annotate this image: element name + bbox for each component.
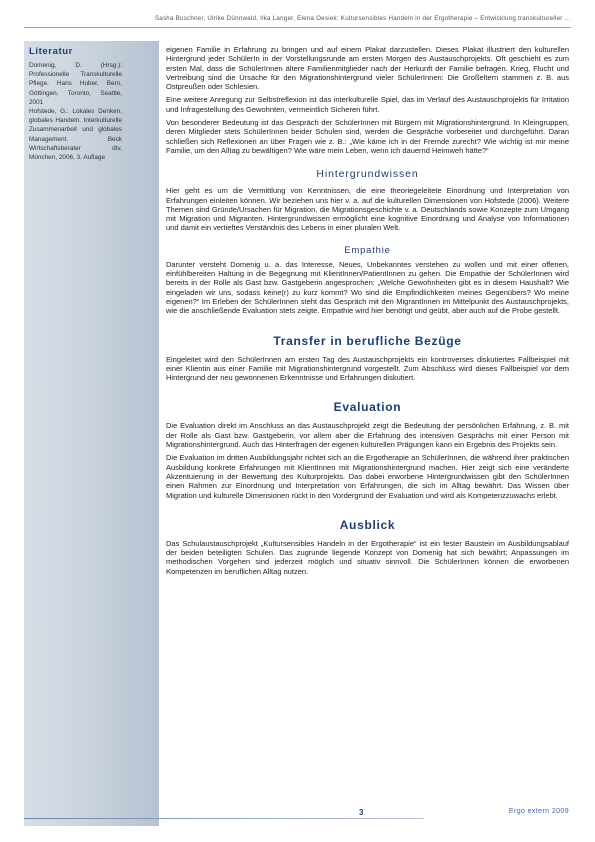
section-heading-ausblick: Ausblick	[339, 517, 396, 532]
body-paragraph: eigenen Familie in Erfahrung zu bringen und auf einem Plakat darzustellen. Dieses Plakat illustriert den kulturellen Hintergrund jeder SchülerIn in der Vorstellungsrunde am ersten Morgen des Austauschprojekts. Oft geschieht es zum ersten Mal, dass die SchülerInnen ältere Familienmitglieder nach der Herkunft der Familie befragen. Krieg, Flucht und Vertreibung sind die Ursache für den Migrationshintergrund vieler SchülerInnen: Die Großeltern stammen z. B. aus Ostpreußen oder Schlesien.	[166, 45, 569, 92]
literature-entry: Hofstede, G.: Lokales Denken, globales Handeln. Interkulturelle Zusammenarbeit und globales Management. Beck Wirtschaftsberater dtv, München, 2006, 3. Auflage	[29, 108, 122, 162]
section-heading-evaluation: Evaluation	[333, 400, 402, 415]
literature-entry: Domenig, D. (Hrsg.): Professionelle Transkulturelle Pflege. Hans Huber, Bern, Göttingen, Toronto, Seattle, 2001	[29, 62, 122, 106]
sidebar	[24, 41, 159, 827]
header-rule	[24, 27, 571, 28]
section-heading-transfer: Transfer in berufliche Bezüge	[273, 333, 462, 348]
running-head: Sasha Buschner, Ulrike Dünnwald, Ilka Langer, Elena Oesiek: Kultursensibles Handeln in der Ergotherapie – Entwicklung transkultureller …	[154, 15, 571, 22]
body-paragraph: Eine weitere Anregung zur Selbstreflexion ist das interkulturelle Spiel, das im Verlauf des Austauschprojekts für Irritation und Infragestellung des Gewohnten, vermeintlich Sicheren führt.	[166, 95, 569, 114]
sidebar-content	[24, 41, 127, 162]
sidebar-bottom-gap	[24, 826, 159, 842]
footer-rule	[24, 818, 424, 819]
body-paragraph: Die Evaluation direkt im Anschluss an das Austauschprojekt zeigt die Bedeutung der persönlichen Erfahrung, z. B. mit der Rolle als Gast bzw. Gastgeberin, vor allem aber die Erfahrung des intensiven Gesprächs mit einer Person mit Migrationshintergrund. Auch das Hinterfragen der eigenen kulturellen Prägungen kann ein Ergebnis des Projekts sein.	[166, 421, 569, 450]
body-paragraph: Das Schulaustauschprojekt „Kultursensibles Handeln in der Ergotherapie“ ist ein fester Baustein im Ausbildungsablauf der beiden beteiligten Schulen. Das zugrunde liegende Konzept von Domenig hat sich bewährt; Anpassungen im methodischen Vorgehen sind jederzeit möglich und situativ sinnvoll. Die SchülerInnen können die erworbenen Kompetenzen im beruflichen Alltag nutzen.	[166, 538, 569, 576]
body-paragraph: Von besonderer Bedeutung ist das Gespräch der SchülerInnen mit Bürgern mit Migrationshintergrund. In Kleingruppen, deren Mitglieder stets SchülerInnen beider Schulen sind, werden die Gespräche vorbereitet und durchgeführt. Daran schließen sich Reflexionen an über Fragen wie z. B.: „Wie käme ich in der Fremde zurecht? Wie wichtig ist mir meine Familie, um den Alltag zu bewältigen? Wie wäre mein Leben, wenn ich dauernd Heimweh hätte?“	[166, 118, 569, 155]
sidebar-heading: Literatur	[29, 46, 73, 57]
section-heading-empathie: Empathie	[344, 244, 391, 256]
body-paragraph: Hier geht es um die Vermittlung von Kenntnissen, die eine theoriegeleitete Einordnung und Interpretation von Erfahrungen einleiten können. Wir beziehen uns hier v. a. auf die kulturellen Dimensionen von Hofstede (2006). Weitere Themen sind Gründe/Ursachen für Migration, die Migrationsgeschichte v. a. Deutschlands sowie Konzepte zum Umgang mit Migration und Migranten. Hintergrundwissen ermöglicht eine kognitive Einordnung und Analyse von Informationen und damit ein vertieftes Verständnis des Lebens in einer pluralen Welt.	[166, 186, 569, 233]
main-column	[166, 45, 569, 580]
issue-label: Ergo extern 2009	[508, 808, 569, 815]
section-heading-hintergrundwissen: Hintergrundwissen	[316, 168, 419, 181]
body-paragraph: Darunter versteht Domenig u. a. das Interesse, Neues, Unbekanntes verstehen zu wollen und mit einer offenen, einfühlbereiten Haltung in die Begegnung mit KlientInnen/PatientInnen zu gehen. Die Empathie der SchülerInnen wird bereits in der Rolle als Gast bzw. Gastgeberin angesprochen: „Welche Gewohnheiten gibt es in diesem Haushalt? Wie eingeladen wir uns, sodass keine(r) zu kurz kommt? Wo sind die Empfindlichkeiten meines Gegenübers? Wo meine eigenen?“ Im Erleben der SchülerInnen steht das Gespräch mit den MigrantInnen im Mittelpunkt des Austauschprojekts, wie die anschließende Evaluation stets zeigte. Empathie wird hier benötigt und geübt, aber auch auf die Probe gestellt.	[166, 259, 569, 316]
body-paragraph: Die Evaluation im dritten Ausbildungsjahr richtet sich an die Ergotherapie an SchülerInnen, die während ihrer praktischen Ausbildung konkrete Erfahrungen mit KlientInnen mit Migrationshintergrund machen. Hier zeigt sich eine veränderte Akzentuierung in der Bewertung des Kulturprojekts. Das dabei erworbene Hintergrundwissen gibt den SchülerInnen einen Rahmen zur Einordnung und Interpretation von Erfahrungen, die sich im Alltag bewährt. Das Wissen über Migration und kulturelle Dimensionen rückt in den Vordergrund der Evaluation und wird als Kompetenzzuwachs erlebt.	[166, 453, 569, 500]
body-paragraph: Eingeleitet wird den SchülerInnen am ersten Tag des Austauschprojekts ein kontroverses diskutiertes Fallbeispiel mit einer Klientin aus einer Familie mit Migrationshintergrund vorgestellt. Zum Abschluss wird dieses Fallbeispiel vor dem Hintergrund der neu gewonnenen Erkenntnisse und Erfahrungen diskutiert.	[166, 354, 569, 383]
page-number: 3	[359, 808, 364, 817]
